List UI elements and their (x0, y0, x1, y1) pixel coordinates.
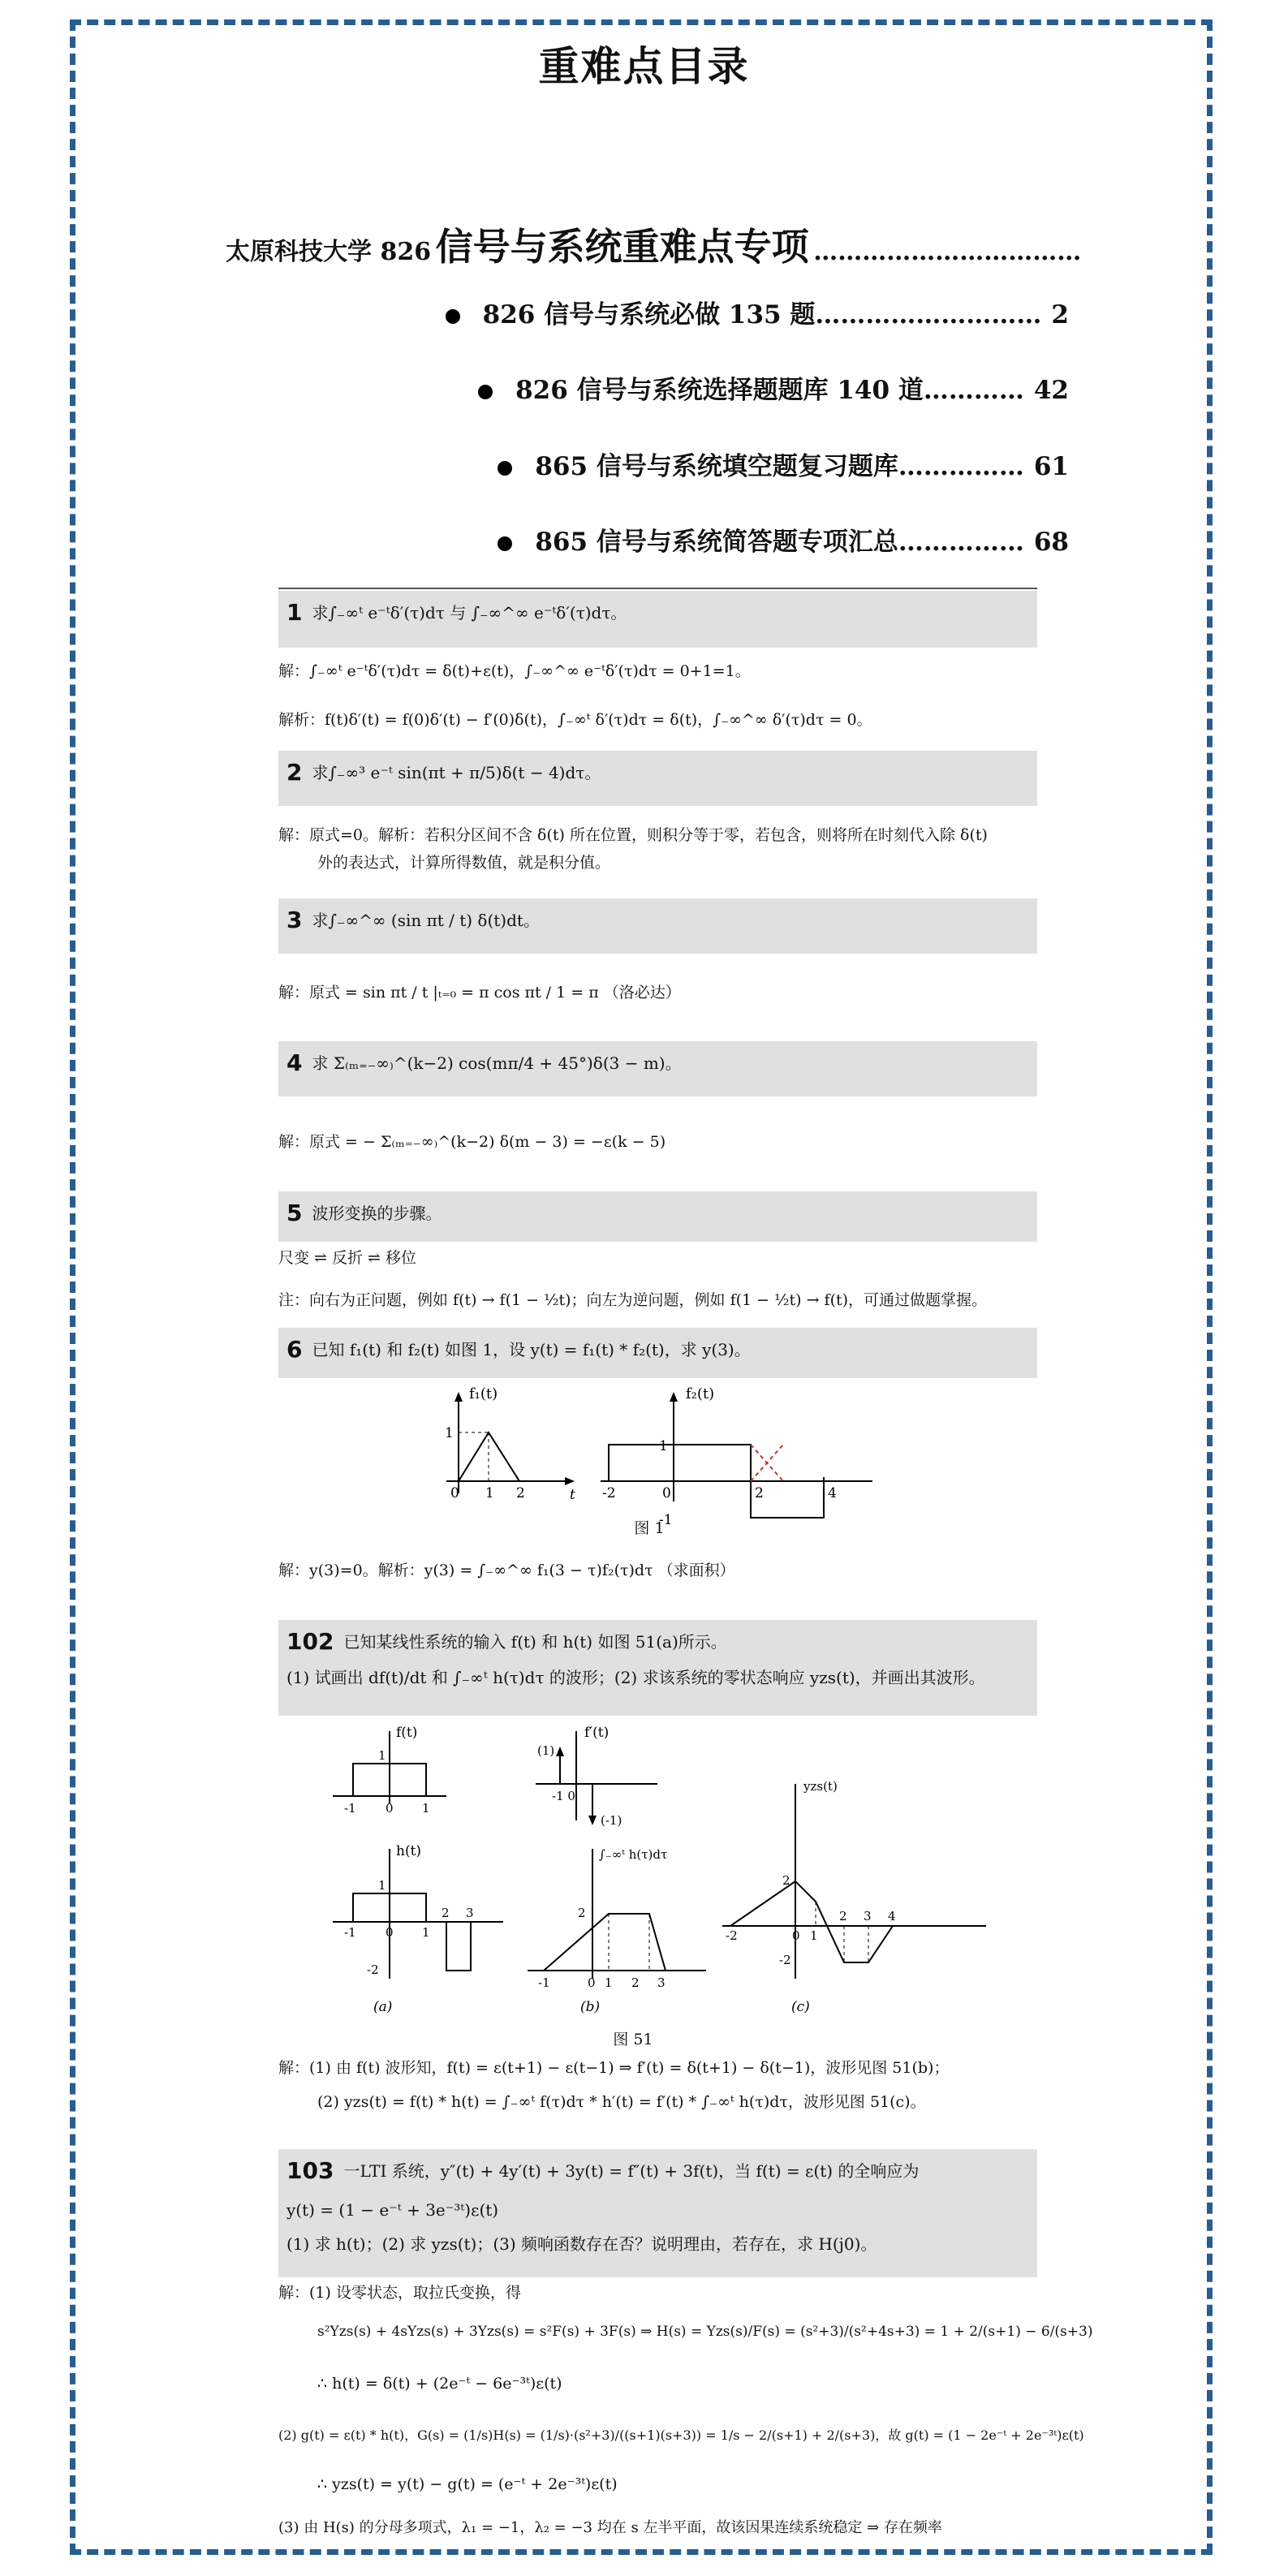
svg-text:1: 1 (659, 1438, 668, 1454)
svg-text:-1 0: -1 0 (552, 1789, 575, 1803)
svg-text:-2: -2 (726, 1928, 738, 1943)
svg-text:2: 2 (755, 1485, 764, 1501)
yzs-label: yzs(t) (803, 1779, 838, 1794)
answer-text: (2) yzs(t) = f(t) * h(t) = ∫₋∞ᵗ f(τ)dτ * h′(t) = f′(t) * ∫₋∞ᵗ h(τ)dτ，波形见图 51(c)。 (317, 2093, 926, 2111)
svg-text:2: 2 (442, 1906, 450, 1920)
question-text: 一LTI 系统，y″(t) + 4y′(t) + 3y(t) = f″(t) + 3f(t)，当 f(t) = ε(t) 的全响应为 (343, 2161, 920, 2181)
toc-main-title: 信号与系统重难点专项 (435, 225, 809, 269)
question-number: 102 (286, 1628, 334, 1655)
toc-item-dots: ………… (923, 376, 1024, 405)
svg-text:3: 3 (864, 1909, 872, 1923)
answer-text: 解：原式 = sin πt / t |ₜ₌₀ = π cos πt / 1 = π （洛必达） (278, 984, 681, 1002)
toc-main-prefix: 太原科技大学 826 (226, 238, 432, 266)
svg-text:1: 1 (605, 1975, 613, 1990)
svg-text:1: 1 (378, 1748, 386, 1763)
toc-main-entry[interactable] (226, 218, 1081, 271)
bullet-icon (498, 536, 512, 551)
svg-text:-1: -1 (659, 1512, 673, 1528)
question-number: 3 (286, 907, 303, 933)
svg-text:0: 0 (450, 1485, 459, 1501)
question-102 (278, 1620, 1037, 1716)
figure-caption: 图 1 (634, 1519, 665, 1537)
question-text: 已知某线性系统的输入 f(t) 和 h(t) 如图 51(a)所示。 (343, 1632, 727, 1652)
solution-text: 解：(1) 设零状态，取拉氏变换，得 (278, 2284, 521, 2302)
question-2 (278, 751, 1037, 806)
question-text: 求∫₋∞ᵗ e⁻ᵗδ′(τ)dτ 与 ∫₋∞^∞ e⁻ᵗδ′(τ)dτ。 (312, 603, 627, 622)
toc-item-label: 826 信号与系统必做 135 题 (482, 300, 816, 330)
question-number: 1 (286, 599, 303, 626)
question-4 (278, 1041, 1037, 1096)
fpt-label: f′(t) (584, 1725, 610, 1741)
question-1 (278, 591, 1037, 648)
svg-text:0: 0 (386, 1801, 394, 1816)
answer-text: 解：原式=0。解析：若积分区间不含 δ(t) 所在位置，则积分等于零，若包含，则将所在时刻代入除 δ(t) (278, 826, 988, 844)
analysis-text: 解析：f(t)δ′(t) = f(0)δ′(t) − f′(0)δ(t)，∫₋∞ᵗ δ′(τ)dτ = δ(t)，∫₋∞^∞ δ′(τ)dτ = 0。 (278, 711, 872, 729)
svg-text:-1: -1 (344, 1925, 356, 1940)
answer-text: 解：∫₋∞ᵗ e⁻ᵗδ′(τ)dτ = δ(t)+ε(t)，∫₋∞^∞ e⁻ᵗδ′(τ)dτ = 0+1=1。 (278, 662, 751, 680)
svg-text:3: 3 (466, 1906, 474, 1920)
svg-text:1: 1 (378, 1878, 386, 1893)
toc-main-dots: …………………………… (813, 238, 1082, 266)
sub-label: (b) (580, 1999, 601, 2015)
svg-text:1: 1 (810, 1928, 818, 1943)
question-number: 4 (286, 1049, 303, 1076)
toc-item-page: 2 (1051, 300, 1069, 330)
f1-axis-label: f₁(t) (469, 1385, 498, 1402)
sub-label: (a) (373, 1999, 393, 2015)
toc-item-dots: …………… (898, 528, 1024, 557)
answer-text: 解：y(3)=0。解析：y(3) = ∫₋∞^∞ f₁(3 − τ)f₂(τ)dτ （求面积） (278, 1562, 735, 1579)
question-number: 5 (286, 1200, 303, 1226)
svg-text:0: 0 (792, 1928, 800, 1943)
question-3 (278, 898, 1037, 954)
toc-item[interactable] (498, 521, 1069, 558)
svg-text:1: 1 (422, 1801, 430, 1816)
figure-51 (308, 1719, 1006, 2027)
bullet-icon (498, 461, 512, 476)
toc-item[interactable] (478, 369, 1069, 406)
question-text: (1) 求 h(t)；(2) 求 yzs(t)；(3) 频响函数存在否？说明理由，若存在，求 H(j0)。 (286, 2234, 877, 2254)
solution-text: (2) g(t) = ε(t) * h(t)，G(s) = (1/s)H(s) = (1/s)·(s²+3)/((s+1)(s+3)) = 1/s − 2/(s+1) + 2/(s+3)，故 g(t) = (1 − 2e⁻ᵗ + 2e⁻³ᵗ)ε(t) (278, 2427, 1084, 2443)
solution-text: ∴ h(t) = δ(t) + (2e⁻ᵗ − 6e⁻³ᵗ)ε(t) (317, 2375, 562, 2393)
question-5 (278, 1191, 1037, 1242)
sub-label: (c) (791, 1999, 810, 2015)
answer-text: 尺变 ⇌ 反折 ⇌ 移位 (278, 1249, 416, 1267)
svg-text:2: 2 (839, 1909, 847, 1923)
svg-text:-1: -1 (344, 1801, 356, 1816)
question-number: 103 (286, 2157, 334, 2184)
svg-text:0: 0 (662, 1485, 671, 1501)
note-text: 注：向右为正问题，例如 f(t) → f(1 − ½t)；向左为逆问题，例如 f(1 − ½t) → f(t)，可通过做题掌握。 (278, 1291, 988, 1309)
toc-item-dots: ……………………… (815, 300, 1042, 330)
svg-text:-2: -2 (602, 1485, 616, 1501)
svg-text:2: 2 (578, 1906, 586, 1920)
impulse-label: (1) (537, 1743, 555, 1758)
question-text: 波形变换的步骤。 (312, 1204, 442, 1223)
ft-label: f(t) (396, 1725, 418, 1741)
svg-text:1: 1 (485, 1485, 494, 1501)
impulse-label: (-1) (601, 1813, 622, 1828)
inth-label: ∫₋∞ᵗ h(τ)dτ (599, 1847, 668, 1862)
toc-item-label: 826 信号与系统选择题题库 140 道 (515, 376, 924, 405)
answer-text: 解：(1) 由 f(t) 波形知，f(t) = ε(t+1) − ε(t−1) ⇒ f′(t) = δ(t+1) − δ(t−1)，波形见图 51(b)； (278, 2059, 950, 2077)
ht-label: h(t) (396, 1843, 422, 1859)
toc-item-label: 865 信号与系统简答题专项汇总 (535, 528, 898, 557)
figure-caption: 图 51 (613, 2031, 653, 2048)
svg-text:-2: -2 (779, 1953, 791, 1967)
toc-item[interactable] (498, 446, 1069, 482)
svg-text:2: 2 (631, 1975, 640, 1990)
toc-item-page: 68 (1033, 528, 1069, 557)
page-title: 重难点目录 (538, 42, 750, 90)
question-number: 6 (286, 1336, 303, 1363)
svg-text:1: 1 (422, 1925, 430, 1940)
svg-text:0: 0 (386, 1925, 394, 1940)
toc-item-dots: …………… (898, 452, 1024, 481)
f2-axis-label: f₂(t) (686, 1385, 715, 1402)
svg-text:3: 3 (657, 1975, 666, 1990)
bullet-icon (446, 309, 460, 324)
svg-text:-2: -2 (367, 1962, 379, 1977)
svg-text:1: 1 (445, 1425, 454, 1441)
question-text: (1) 试画出 df(t)/dt 和 ∫₋∞ᵗ h(τ)dτ 的波形；(2) 求该系统的零状态响应 yzs(t)，并画出其波形。 (286, 1668, 985, 1687)
svg-text:0: 0 (588, 1975, 596, 1990)
question-text: 已知 f₁(t) 和 f₂(t) 如图 1，设 y(t) = f₁(t) * f₂(t)，求 y(3)。 (312, 1340, 751, 1359)
svg-text:-1: -1 (538, 1975, 550, 1990)
question-text: y(t) = (1 − e⁻ᵗ + 3e⁻³ᵗ)ε(t) (286, 2200, 499, 2220)
toc-item-page: 42 (1033, 376, 1069, 405)
svg-text:2: 2 (782, 1873, 790, 1888)
content-divider (278, 588, 1037, 589)
t-axis-label: t (570, 1487, 575, 1503)
toc-item-label: 865 信号与系统填空题复习题库 (535, 452, 898, 481)
solution-text: s²Yzs(s) + 4sYzs(s) + 3Yzs(s) = s²F(s) + 3F(s) ⇒ H(s) = Yzs(s)/F(s) = (s²+3)/(s²+4s+3) = 1 + 2/(s+1) − 6/(s+3) (317, 2324, 1093, 2340)
question-103 (278, 2149, 1037, 2277)
toc-item-page: 61 (1033, 452, 1069, 481)
svg-text:2: 2 (516, 1485, 525, 1501)
answer-text: 解：原式 = − Σ₍ₘ₌₋∞₎^(k−2) δ(m − 3) = −ε(k − 5) (278, 1133, 666, 1151)
solution-text: ∴ yzs(t) = y(t) − g(t) = (e⁻ᵗ + 2e⁻³ᵗ)ε(t) (317, 2475, 618, 2493)
svg-text:4: 4 (888, 1909, 896, 1923)
question-number: 2 (286, 759, 303, 786)
question-text: 求∫₋∞^∞ (sin πt / t) δ(t)dt。 (312, 911, 540, 930)
svg-text:4: 4 (828, 1485, 837, 1501)
question-text: 求 Σ₍ₘ₌₋∞₎^(k−2) cos(mπ/4 + 45°)δ(3 − m)。 (312, 1053, 682, 1073)
answer-text: 外的表达式，计算所得数值，就是积分值。 (317, 854, 611, 872)
toc-item[interactable] (446, 294, 1069, 330)
solution-text: (3) 由 H(s) 的分母多项式，λ₁ = −1，λ₂ = −3 均在 s 左半平面，故该因果连续系统稳定 ⇒ 存在频率 (278, 2519, 942, 2536)
question-6 (278, 1328, 1037, 1378)
question-text: 求∫₋∞³ e⁻ᵗ sin(πt + π/5)δ(t − 4)dτ。 (312, 763, 601, 782)
bullet-icon (478, 385, 493, 399)
